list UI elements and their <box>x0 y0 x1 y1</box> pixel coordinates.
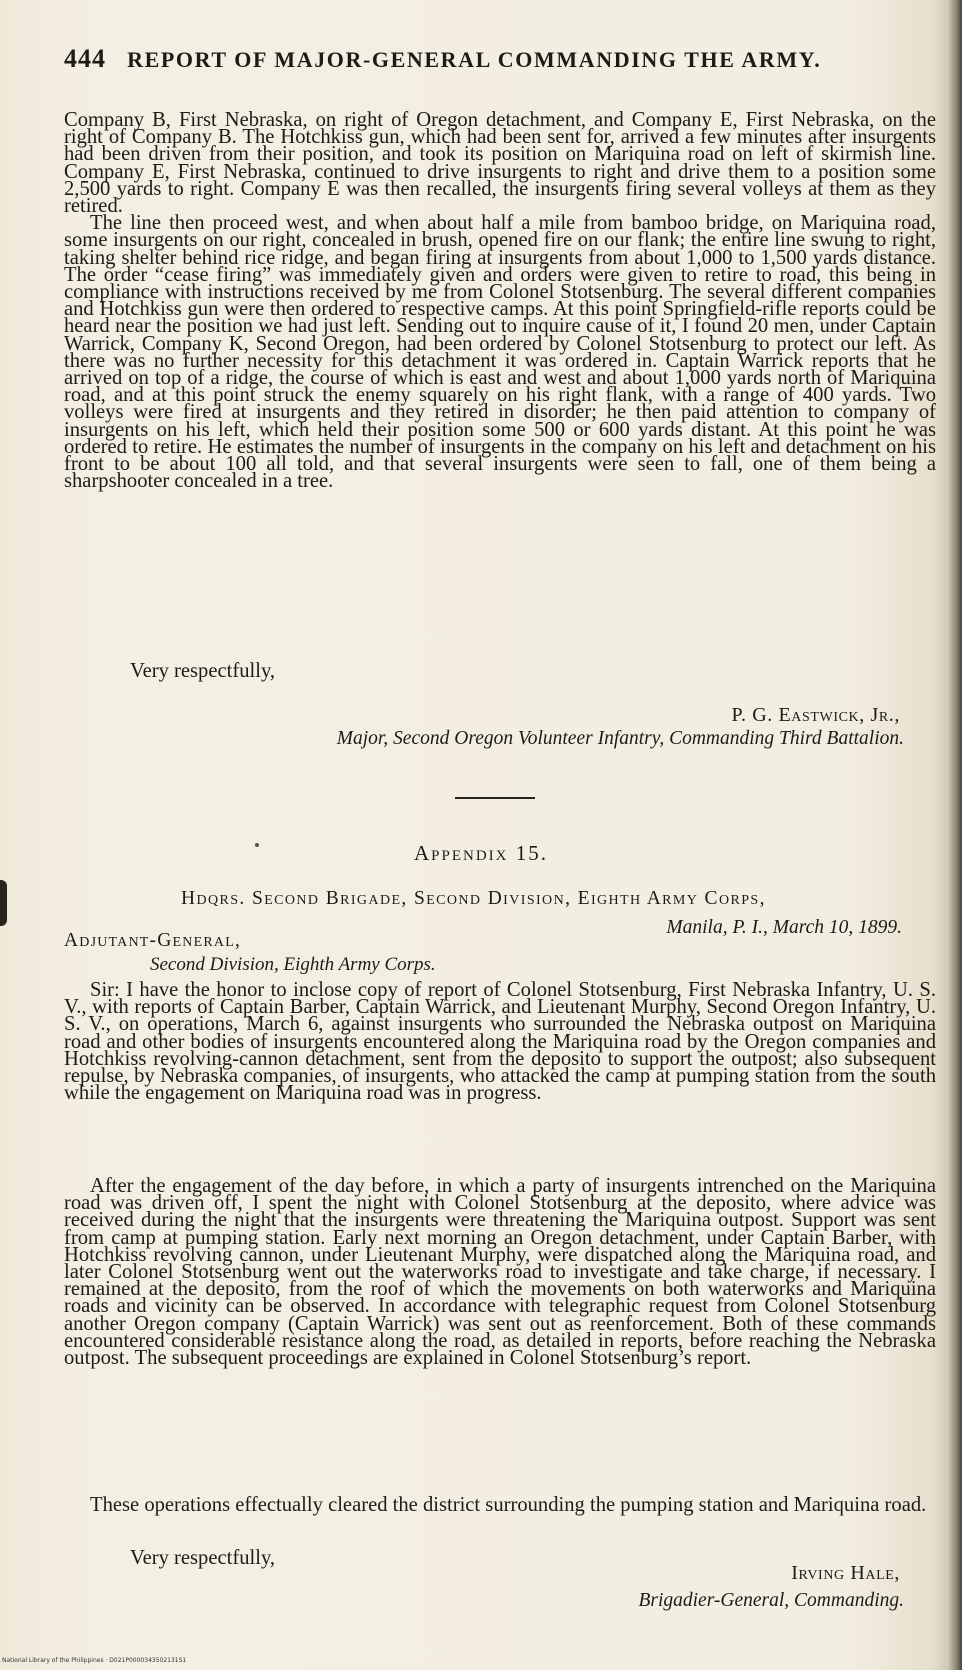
report-closing: Very respectfully, <box>130 660 276 682</box>
report-paragraph-1: Company B, First Nebraska, on right of Oregon detachment, and Company E, First Nebraska, on the right of Company B. The Hotchkiss gun, which had been sent for, arrived a few minutes after insurgents had been driven from their position, and took its position on Mariquina road on left of skirmish line. Company E, First Nebraska, continued to drive insurgents to right and drive them to a position some 2,500 yards to right. Company E was then recalled, the insurgents firing several volleys at them as they retired. <box>64 109 936 218</box>
headquarters-line: Hdqrs. Second Brigade, Second Division, Eighth Army Corps, <box>181 888 766 909</box>
page-header <box>64 44 884 74</box>
report-body <box>64 109 936 493</box>
letter-paragraph-3: These operations effectually cleared the district surrounding the pumping station and Mariquina road. <box>90 1494 927 1516</box>
letter-signature-title: Brigadier-General, Commanding. <box>638 1590 904 1611</box>
addressee-line-1: Adjutant-General, <box>64 930 242 951</box>
scan-footer: National Library of the Philippines · D021P0000343502131S1 <box>2 1657 187 1664</box>
page-edge-mark <box>0 880 7 926</box>
letter-paragraph-1: Sir: I have the honor to inclose copy of report of Colonel Stotsenburg, First Nebraska Infantry, U. S. V., with reports of Captain Barber, Captain Warrick, and Lieutenant Murphy, Second Oregon Infantry, U. S. V., on operations, March 6, against insurgents who surrounded the Nebraska outpost on Mariquina road and other bodies of insurgents encountered along the Mariquina road by the Oregon companies and Hotchkiss revolving-cannon detachment, sent from the deposito to support the outpost; also subsequent repulse, by Nebraska companies, of insurgents, who attacked the camp at pumping station from the south while the engagement on Mariquina road was in progress. <box>64 979 936 1105</box>
appendix-title: Appendix 15. <box>413 841 548 865</box>
date-line: Manila, P. I., March 10, 1899. <box>666 917 902 938</box>
letter-paragraph-2: After the engagement of the day before, in which a party of insurgents intrenched on the Mariquina road was driven off, I spent the night with Colonel Stotsenburg at the deposito, where advice was received during the night that the insurgents were threatening the Mariquina outpost. Support was sent from camp at pumping station. Early next morning an Oregon detachment, under Captain Barber, with Hotchkiss revolving cannon, under Lieutenant Murphy, were dispatched along the Mariquina road, and later Colonel Stotsenburg went out the waterworks road to investigate and take charge, if necessary. I remained at the deposito, from the roof of which the movements on both waterworks and Mariquina roads and vicinity can be observed. In accordance with telegraphic request from Colonel Stotsenburg another Oregon company (Captain Warrick) was sent out as reenforcement. Both of these commands encountered considerable resistance along the road, as detailed in reports, before reaching the Nebraska outpost. The subsequent proceedings are explained in Colonel Stotsenburg’s report. <box>64 1175 936 1370</box>
letter-signature-name: Irving Hale, <box>791 1562 900 1584</box>
report-signature-name: P. G. Eastwick, Jr., <box>731 704 900 726</box>
letter-paragraph-2-block <box>64 1175 936 1370</box>
section-divider <box>455 797 535 799</box>
running-title: REPORT OF MAJOR-GENERAL COMMANDING THE ARMY. <box>127 47 822 72</box>
letter-paragraph-1-block <box>64 979 936 1105</box>
page-number: 444 <box>64 44 106 73</box>
binding-shadow <box>948 0 962 1670</box>
letter-paragraph-3-block <box>64 1494 936 1516</box>
letter-closing: Very respectfully, <box>130 1547 276 1569</box>
report-paragraph-2: The line then proceed west, and when about half a mile from bamboo bridge, on Mariquina road, some insurgents on our right, concealed in brush, opened fire on our flank; the entire line swung to right, taking shelter behind rice ridge, and began firing at insurgents from about 1,000 to 1,500 yards distance. The order “cease firing” was immediately given and orders were given to retire to road, this being in compliance with instructions received by me from Colonel Stotsenburg. The several different companies and Hotchkiss gun were then ordered to respective camps. At this point Springfield-rifle reports could be heard near the position we had just left. Sending out to inquire cause of it, I found 20 men, under Captain Warrick, Company K, Second Oregon, had been ordered by Colonel Stotsenburg to protect our left. As there was no further necessity for this detachment it was ordered in. Captain Warrick reports that he arrived on top of a ridge, the course of which is east and west and about 1,000 yards north of Mariquina road, and at this point struck the enemy squarely on his right flank, with a range of 400 yards. Two volleys were fired at insurgents and they retired in disorder; he then paid attention to company of insurgents on his left, which held their position some 500 or 600 yards distant. At this point he was ordered to retire. He estimates the number of insurgents in the company on his left and detachment on his front to be about 100 all told, and that several insurgents were seen to fall, one of them being a sharpshooter concealed in a tree. <box>64 212 936 493</box>
report-signature-title: Major, Second Oregon Volunteer Infantry, Commanding Third Battalion. <box>336 728 904 749</box>
addressee-line-2: Second Division, Eighth Army Corps. <box>150 954 436 975</box>
